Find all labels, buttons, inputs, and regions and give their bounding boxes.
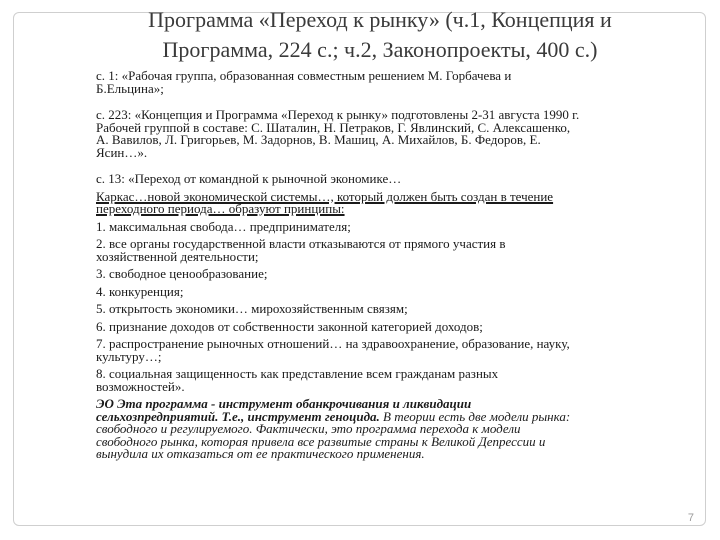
comment-text: свободного и регулируемого. Фактически, это программа перехода к модели (96, 421, 521, 436)
page-number: 7 (687, 512, 694, 524)
list-item-8 (96, 368, 696, 393)
underlined-text: переходного периода… образуют принципы: (96, 201, 345, 216)
text-line: А. Вавилов, Л. Григорьев, М. Задорнов, В. Машиц, А. Михайлов, Б. Федоров, Е. (96, 132, 541, 147)
underlined-text: Каркас…новой экономической системы…, который должен быть создан в течение (96, 188, 554, 204)
list-item-1 (96, 218, 696, 234)
comment-emphasis: инструмент обанкрочивания и ликвидации (218, 396, 472, 411)
list-item-text: 8. социальная защищенность как представление всем гражданам разных (96, 366, 499, 381)
text-line: с. 223: «Концепция и Программа «Переход к рынку» подготовлены 2-31 августа 1990 г. (96, 107, 580, 122)
comment-text: вынудила их отказаться от ее практического применения. (96, 446, 425, 461)
slide-body (96, 70, 696, 461)
list-item-text: 6. признание доходов от собственности законной категорией доходов; (96, 318, 483, 334)
text-line: Рабочей группой в составе: С. Шаталин, Н. Петраков, Г. Явлинский, С. Алексашенко, (96, 119, 571, 135)
text-line: с. 13: «Переход от командной к рыночной экономике… (96, 171, 402, 186)
comment-emphasis: сельхозпредприятий. Т.е., инструмент геноцида. (96, 408, 380, 424)
comment-prefix: ЭО Эта программа - (96, 396, 219, 411)
paragraph-framework (96, 188, 696, 216)
list-item-text: 1. максимальная свобода… предпринимателя; (96, 218, 351, 234)
paragraph-source-p1 (96, 70, 696, 95)
list-item-text: 3. свободное ценообразование; (96, 266, 268, 281)
list-item-3 (96, 268, 696, 281)
text-line: с. 1: «Рабочая группа, образованная совместным решением М. Горбачева и (96, 68, 512, 83)
list-item-6 (96, 318, 696, 334)
text-line: Ясин…». (96, 144, 148, 160)
list-item-text: 7. распространение рыночных отношений… на здравоохранение, образование, науку, (96, 336, 570, 351)
list-item-text: 2. все органы государственной власти отказываются от прямого участия в (96, 236, 506, 251)
title-line-2: Программа, 224 с.; ч.2, Законопроекты, 400 с.) (162, 37, 598, 62)
list-item-text: 4. конкуренция; (96, 283, 184, 299)
text-line: Б.Ельцина»; (96, 80, 164, 96)
paragraph-source-p13 (96, 173, 696, 186)
slide-title (70, 5, 690, 65)
list-item-7 (96, 338, 696, 363)
list-item-text: хозяйственной деятельности; (96, 248, 259, 264)
list-item-text: 5. открытость экономики… мирохозяйственным связям; (96, 301, 408, 316)
comment-text: свободного рынка, которая привела все развитые страны к Великой Депрессии и (96, 433, 546, 449)
comment-text: В теории есть две модели рынка: (379, 408, 571, 424)
list-item-text: возможностей». (96, 378, 185, 394)
list-item-5 (96, 303, 696, 316)
author-comment (96, 398, 696, 461)
title-line-1: Программа «Переход к рынку» (ч.1, Концепция и (148, 7, 612, 32)
paragraph-source-p223 (96, 109, 696, 159)
list-item-text: культуру…; (96, 348, 162, 364)
list-item-4 (96, 283, 696, 299)
list-item-2 (96, 238, 696, 263)
